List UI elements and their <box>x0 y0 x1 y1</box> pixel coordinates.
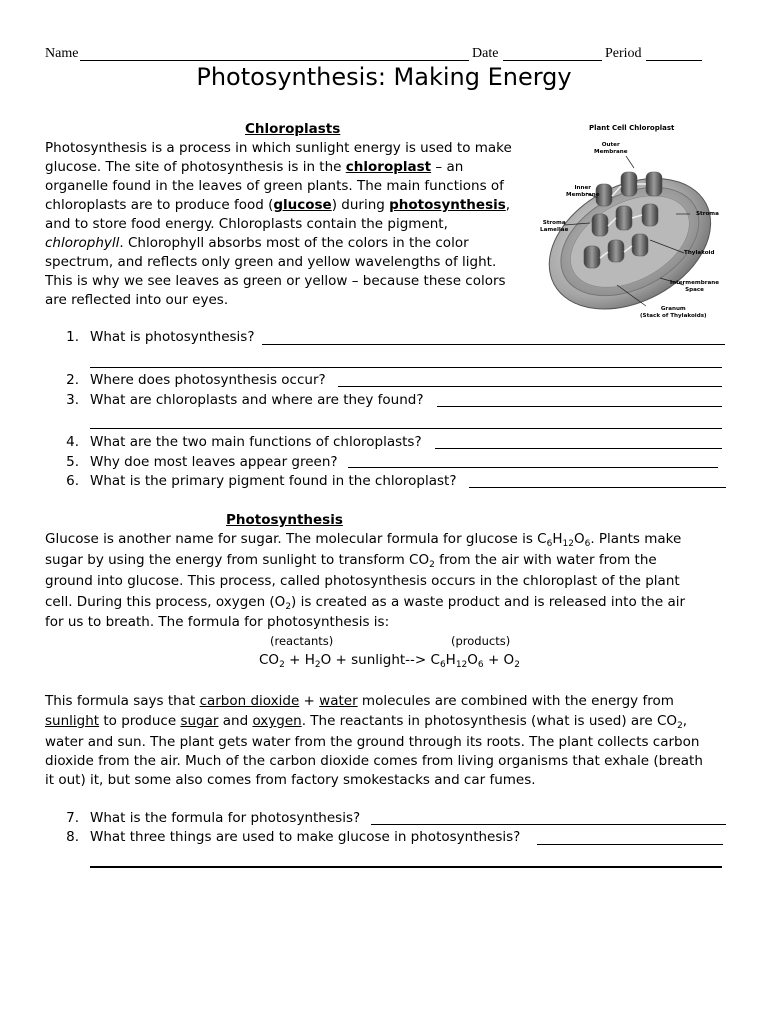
reactants-label: (reactants) <box>270 634 334 648</box>
label-stroma: Stroma <box>696 211 719 217</box>
paragraph-line: chlorophyll. Chlorophyll absorbs most of the colors in the color <box>45 235 469 251</box>
paragraph-line: chloroplasts are to produce food (glucose) during photosynthesis, <box>45 197 511 213</box>
label-thylakoid: Thylakoid <box>684 250 715 256</box>
answer-line-1b[interactable] <box>90 367 722 368</box>
label-granum: Granum (Stack of Thylakoids) <box>640 306 707 319</box>
paragraph-line: are reflected into our eyes. <box>45 292 229 308</box>
chloroplast-figure <box>534 122 724 334</box>
paragraph-line: water and sun. The plant gets water from the ground through its roots. The plant collects carbon <box>45 734 700 750</box>
paragraph-line: organelle found in the leaves of green plants. The main functions of <box>45 178 504 194</box>
paragraph-line: sunlight to produce sugar and oxygen. The reactants in photosynthesis (what is used) are $CO_2$, <box>45 713 688 731</box>
answer-line-3[interactable] <box>437 406 722 407</box>
answer-line-2[interactable] <box>338 386 722 387</box>
answer-line-7[interactable] <box>371 824 726 825</box>
label-intermembrane-space: Intermembrane Space <box>670 280 720 293</box>
intro-paragraph <box>45 139 512 310</box>
paragraph-line: for us to breath. The formula for photosynthesis is: <box>45 614 390 630</box>
paragraph-line: sugar by using the energy from sunlight to transform $CO_2$ from the air with water from the <box>45 552 657 570</box>
products-label: (products) <box>451 634 511 648</box>
paragraph-line: ground into glucose. This process, called photosynthesis occurs in the chloroplast of the plant <box>45 573 680 589</box>
label-outer-membrane: Outer Membrane <box>594 142 628 155</box>
paragraph-line: Glucose is another name for sugar. The molecular formula for glucose is $C_6H_{12}O_6$. Plants make <box>45 531 682 549</box>
page-title: Photosynthesis: Making Energy <box>196 63 572 91</box>
answer-line-1[interactable] <box>262 344 725 345</box>
period-label: Period <box>605 46 642 61</box>
answer-line-6[interactable] <box>469 487 726 488</box>
paragraph-line: glucose. The site of photosynthesis is in the chloroplast – an <box>45 159 464 175</box>
paragraph-line: it out) it, but some also comes from factory smokestacks and car fumes. <box>45 772 536 788</box>
paragraph-line: Photosynthesis is a process in which sunlight energy is used to make <box>45 140 512 156</box>
date-label: Date <box>472 46 499 61</box>
name-label: Name <box>45 46 79 61</box>
paragraph-line: This is why we see leaves as green or yellow – because these colors <box>45 273 506 289</box>
answer-line-8[interactable] <box>537 844 723 845</box>
paragraph-line: dioxide from the air. Much of the carbon dioxide comes from living organisms that exhale (breath <box>45 753 703 769</box>
answer-line-4[interactable] <box>435 448 722 449</box>
paragraph-line: This formula says that carbon dioxide + water molecules are combined with the energy from <box>45 693 674 709</box>
paragraph-line: spectrum, and reflects only green and yellow wavelengths of light. <box>45 254 497 270</box>
figure-caption: Plant Cell Chloroplast <box>589 124 675 132</box>
paragraph-line: and to store food energy. Chloroplasts contain the pigment, <box>45 216 448 232</box>
photosynthesis-formula: $CO_2 + H_2O$ + sunlight--> $C_6H_{12}O_6 + O_2$ <box>259 652 520 670</box>
name-field[interactable] <box>80 46 469 61</box>
section-heading-photosynthesis: Photosynthesis <box>226 512 343 528</box>
label-stroma-lamellae: Stroma Lamellae <box>540 220 569 233</box>
date-field[interactable] <box>503 46 602 61</box>
answer-line-3b[interactable] <box>90 428 722 429</box>
answer-line-8b[interactable] <box>90 866 722 868</box>
paragraph-line: cell. During this process, oxygen $(O_2)$ is created as a waste product and is released into the air <box>45 594 686 612</box>
answer-line-5[interactable] <box>348 467 718 468</box>
label-inner-membrane: Inner Membrane <box>566 185 600 198</box>
period-field[interactable] <box>646 46 702 61</box>
section-heading-chloroplasts: Chloroplasts <box>245 121 341 137</box>
